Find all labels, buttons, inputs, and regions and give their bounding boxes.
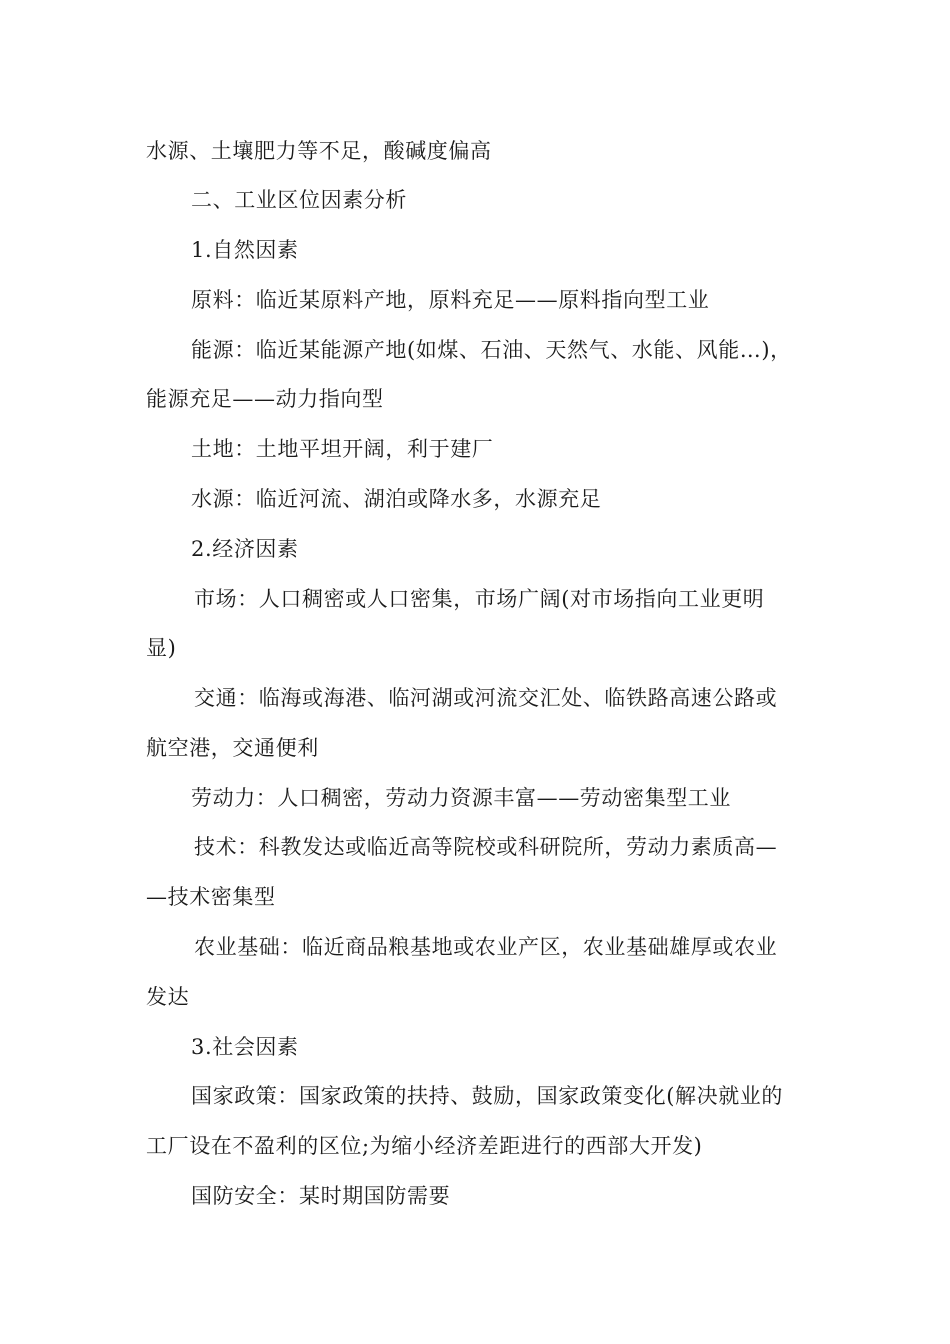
text-line: 能源：临近某能源产地(如煤、石油、天然气、水能、风能…)， <box>191 338 792 362</box>
text-line: 技术：科教发达或临近高等院校或科研院所，劳动力素质高— <box>194 835 778 859</box>
text-line: 航空港，交通便利 <box>146 736 319 760</box>
text-line: —技术密集型 <box>146 885 276 909</box>
text-line: 市场：人口稠密或人口密集，市场广阔(对市场指向工业更明 <box>194 587 765 611</box>
subsection-heading: 3.社会因素 <box>191 1035 299 1059</box>
subsection-heading: 1.自然因素 <box>191 238 299 262</box>
text-line: 能源充足——动力指向型 <box>146 387 384 411</box>
text-line: 水源：临近河流、湖泊或降水多，水源充足 <box>191 487 602 511</box>
subsection-heading: 2.经济因素 <box>191 537 299 561</box>
text-line: 劳动力：人口稠密，劳动力资源丰富——劳动密集型工业 <box>191 786 731 810</box>
text-line: 农业基础：临近商品粮基地或农业产区，农业基础雄厚或农业 <box>194 935 778 959</box>
text-line: 原料：临近某原料产地，原料充足——原料指向型工业 <box>191 288 710 312</box>
text-line: 交通：临海或海港、临河湖或河流交汇处、临铁路高速公路或 <box>194 686 778 710</box>
text-line: 显) <box>146 636 177 660</box>
text-line: 国家政策：国家政策的扶持、鼓励，国家政策变化(解决就业的 <box>191 1084 783 1108</box>
text-line: 工厂设在不盈利的区位;为缩小经济差距进行的西部大开发) <box>146 1134 703 1158</box>
text-line: 发达 <box>146 985 190 1009</box>
section-heading: 二、工业区位因素分析 <box>191 188 407 212</box>
text-line: 国防安全：某时期国防需要 <box>191 1184 451 1208</box>
text-line: 水源、土壤肥力等不足，酸碱度偏高 <box>146 139 492 163</box>
text-line: 土地：土地平坦开阔，利于建厂 <box>191 437 494 461</box>
